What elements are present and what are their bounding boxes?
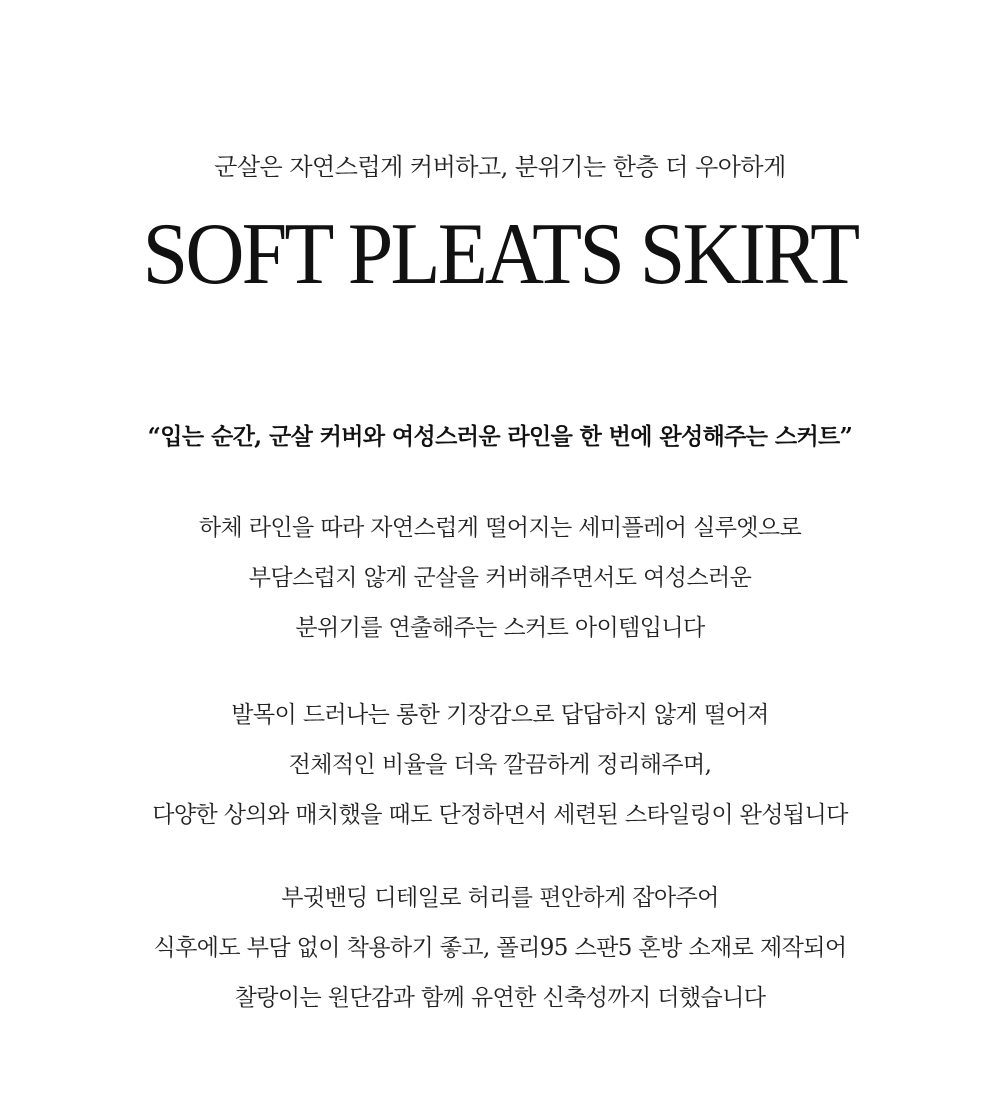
paragraph-line: 전체적인 비율을 더욱 깔끔하게 정리해주며, — [288, 752, 712, 778]
paragraph-line: 부담스럽지 않게 군살을 커버해주면서도 여성스러운 — [248, 565, 752, 591]
paragraph-line: 하체 라인을 따라 자연스럽게 떨어지는 세미플레어 실루엣으로 — [198, 515, 802, 541]
highlight-quote: “입는 순간, 군살 커버와 여성스러운 라인을 한 번에 완성해주는 스커트” — [147, 423, 853, 450]
paragraph-line: 분위기를 연출해주는 스커트 아이템입니다 — [295, 615, 705, 641]
description-paragraph-1 — [0, 503, 1000, 653]
paragraph-line: 식후에도 부담 없이 착용하기 좋고, 폴리95 스판5 혼방 소재로 제작되어 — [153, 935, 847, 961]
paragraph-line: 발목이 드러나는 롱한 기장감으로 답답하지 않게 떨어져 — [231, 702, 769, 728]
page-title: SOFT PLEATS SKIRT — [142, 206, 858, 303]
page-subtitle: 군살은 자연스럽게 커버하고, 분위기는 한층 더 우아하게 — [214, 153, 786, 181]
description-paragraph-3 — [0, 873, 1000, 1023]
description-paragraph-2 — [0, 690, 1000, 840]
paragraph-line: 부귓밴딩 디테일로 허리를 편안하게 잡아주어 — [281, 885, 719, 911]
paragraph-line: 다양한 상의와 매치했을 때도 단정하면서 세련된 스타일링이 완성됩니다 — [152, 802, 848, 828]
paragraph-line: 찰랑이는 원단감과 함께 유연한 신축성까지 더했습니다 — [234, 985, 766, 1011]
